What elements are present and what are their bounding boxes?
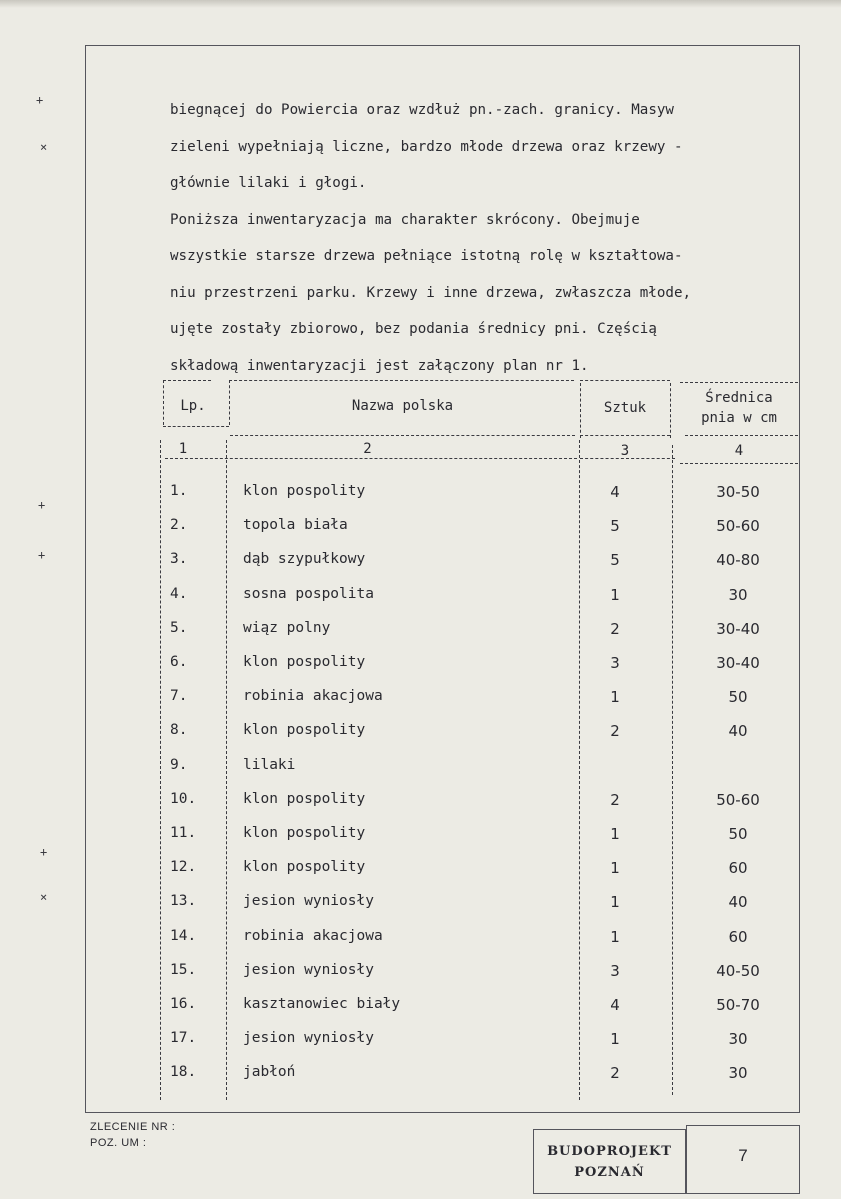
margin-mark: ⨯: [40, 140, 48, 154]
margin-mark: +: [38, 498, 46, 512]
row-count: 1: [610, 1030, 620, 1049]
paragraph-line: wszystkie starsze drzewa pełniące istotną rolę w kształtowa-: [170, 248, 683, 264]
row-lp: 11.: [170, 825, 197, 841]
row-lp: 10.: [170, 790, 197, 807]
row-count: 1: [610, 825, 620, 843]
row-diameter: 30-40: [716, 619, 760, 638]
row-name: kasztanowiec biały: [243, 996, 401, 1012]
paragraph-line: składową inwentaryzacji jest załączony plan nr 1.: [170, 357, 589, 374]
row-diameter: 30-40: [716, 654, 760, 672]
stamp-line1: BUDOPROJEKT: [547, 1144, 672, 1159]
header-count: Sztuk: [603, 400, 647, 416]
row-count: 3: [610, 654, 620, 672]
row-count: 1: [610, 927, 620, 946]
row-count: 2: [610, 1064, 620, 1083]
row-count: 2: [610, 790, 620, 809]
row-count: 1: [610, 688, 620, 707]
row-lp: 6.: [170, 654, 188, 670]
paragraph-line: biegnącej do Powiercia oraz wzdłuż pn.-zach. granicy. Masyw: [170, 102, 674, 118]
row-lp: 2.: [170, 517, 188, 534]
row-diameter: 50-60: [716, 790, 760, 809]
row-count: 1: [610, 585, 620, 604]
row-diameter: 50-60: [716, 517, 760, 536]
row-diameter: 60: [728, 927, 748, 946]
row-lp: 5.: [170, 619, 188, 636]
row-count: 4: [610, 996, 620, 1014]
row-count: 5: [610, 517, 620, 536]
row-lp: 1.: [170, 483, 188, 499]
row-count: 4: [610, 483, 620, 501]
row-count: 1: [610, 893, 620, 912]
paragraph-line: ujęte zostały zbiorowo, bez podania średnicy pni. Częścią: [170, 321, 657, 337]
stamp-line2: POZNAŃ: [574, 1165, 645, 1180]
row-name: dąb szypułkowy: [243, 551, 366, 568]
row-diameter: 30: [728, 585, 748, 604]
row-lp: 13.: [170, 893, 197, 910]
company-stamp: [533, 1129, 686, 1194]
row-diameter: 30-50: [716, 483, 760, 501]
page-number-box: [686, 1125, 800, 1194]
row-name: klon pospolity: [243, 654, 366, 670]
row-name: klon pospolity: [243, 825, 366, 841]
row-name: topola biała: [243, 517, 348, 534]
row-lp: 18.: [170, 1064, 197, 1081]
row-count: 1: [610, 859, 620, 878]
row-diameter: 40: [728, 722, 748, 741]
row-name: klon pospolity: [243, 722, 366, 739]
row-lp: 9.: [170, 756, 188, 773]
row-lp: 15.: [170, 961, 197, 978]
row-lp: 8.: [170, 722, 188, 739]
margin-mark: ⨯: [40, 890, 48, 904]
row-lp: 7.: [170, 688, 188, 705]
row-name: wiąz polny: [243, 619, 331, 636]
row-name: klon pospolity: [243, 859, 366, 876]
body-paragraph: [170, 92, 800, 384]
position-label: POZ. UM :: [90, 1137, 147, 1149]
row-diameter: 50: [728, 825, 748, 843]
row-name: lilaki: [243, 756, 296, 773]
row-name: robinia akacjowa: [243, 927, 383, 944]
column-number-3: 3: [620, 443, 630, 459]
row-diameter: 50: [728, 688, 748, 707]
row-name: jesion wyniosły: [243, 1030, 374, 1047]
row-lp: 17.: [170, 1030, 197, 1047]
row-name: jabłoń: [243, 1064, 296, 1081]
row-lp: 4.: [170, 585, 188, 602]
row-lp: 3.: [170, 551, 188, 568]
order-number-label: ZLECENIE NR :: [90, 1121, 176, 1133]
paragraph-line: Poniższa inwentaryzacja ma charakter skrócony. Obejmuje: [170, 211, 640, 228]
row-lp: 14.: [170, 927, 197, 944]
column-number-1: 1: [178, 441, 188, 457]
row-diameter: 40: [728, 893, 748, 912]
column-number-2: 2: [363, 441, 372, 457]
row-name: sosna pospolita: [243, 585, 374, 602]
row-name: klon pospolity: [243, 483, 366, 499]
row-count: 5: [610, 551, 620, 570]
paragraph-line: niu przestrzeni parku. Krzewy i inne drzewa, zwłaszcza młode,: [170, 284, 692, 301]
header-diameter-line1: Średnica: [705, 390, 773, 406]
row-lp: 16.: [170, 996, 197, 1012]
row-diameter: 40-80: [716, 551, 760, 570]
margin-mark: +: [36, 93, 44, 107]
margin-mark: +: [38, 548, 46, 562]
paragraph-line: zieleni wypełniają liczne, bardzo młode drzewa oraz krzewy -: [170, 138, 683, 155]
row-lp: 12.: [170, 859, 197, 876]
header-lp: Lp.: [180, 398, 206, 414]
column-number-4: 4: [734, 443, 744, 459]
row-diameter: 30: [728, 1064, 748, 1083]
row-name: jesion wyniosły: [243, 961, 374, 978]
paragraph-line: głównie lilaki i głogi.: [170, 175, 367, 191]
scan-top-edge: [0, 0, 841, 8]
header-diameter-line2: pnia w cm: [701, 410, 777, 426]
row-count: 2: [610, 619, 620, 638]
row-name: robinia akacjowa: [243, 688, 383, 705]
row-diameter: 40-50: [716, 961, 760, 980]
margin-mark: +: [40, 845, 48, 859]
row-diameter: 50-70: [716, 996, 760, 1014]
page-number: 7: [738, 1146, 748, 1165]
row-name: jesion wyniosły: [243, 893, 374, 910]
row-count: 2: [610, 722, 620, 741]
row-diameter: 60: [728, 859, 748, 878]
row-name: klon pospolity: [243, 790, 366, 807]
header-name: Nazwa polska: [351, 398, 454, 414]
row-count: 3: [610, 961, 620, 980]
row-diameter: 30: [728, 1030, 748, 1049]
